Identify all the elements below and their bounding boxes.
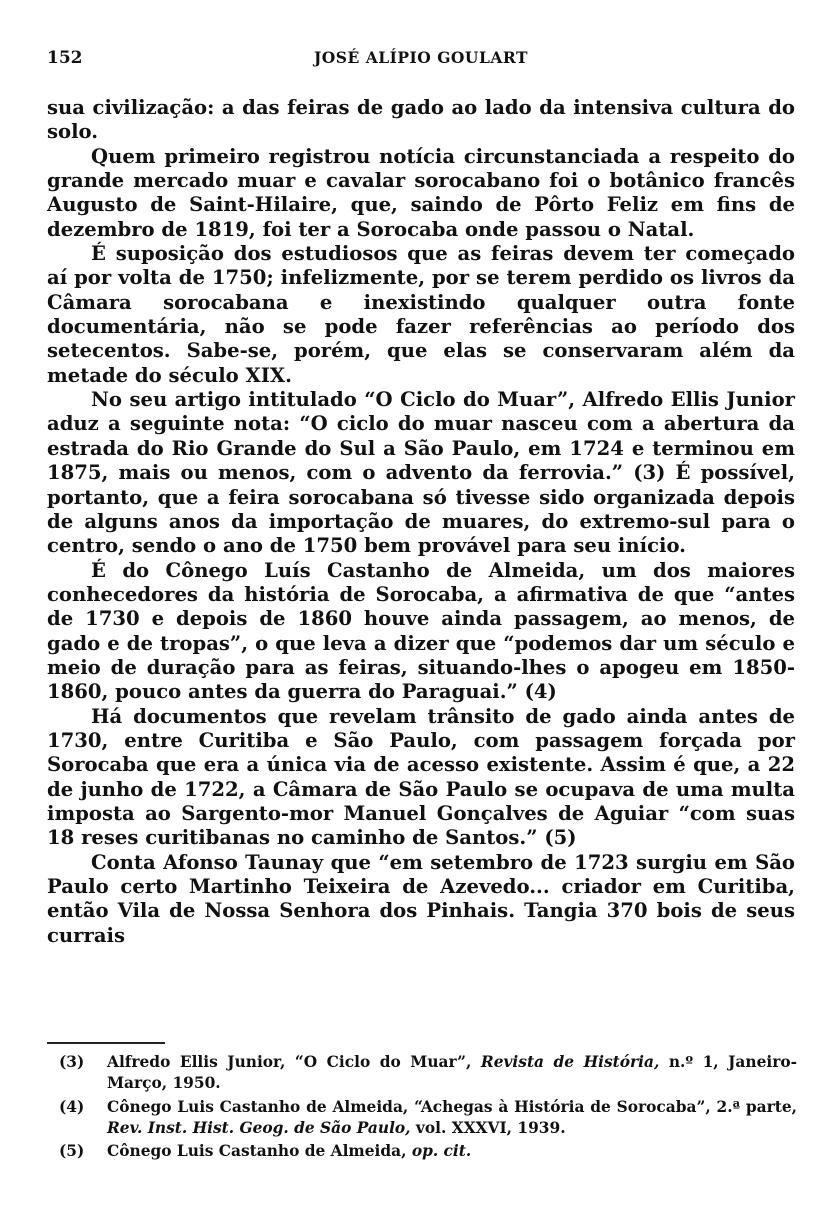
footnote <box>47 1052 797 1095</box>
paragraph: Há documentos que revelam trânsito de gado ainda antes de 1730, entre Curitiba e São Paulo, com passagem forçada por Sorocaba que era a única via de acesso existente. Assim é que, a 22 de junho de 1722, a Câmara de São Paulo se ocupava de uma multa imposta ao Sargento-mor Manuel Gonçalves de Aguiar “com suas 18 reses curitibanas no caminho de Santos.” (5) <box>47 704 795 850</box>
paragraph: É do Cônego Luís Castanho de Almeida, um dos maiores conhecedores da história de Sorocaba, a afirmativa de que “antes de 1730 e depois de 1860 houve ainda passagem, ao menos, de gado e de tropas”, o que leva a dizer que “podemos dar um século e meio de duração para as feiras, situando-lhes o apogeu em 1850-1860, pouco antes da guerra do Paraguai.” (4) <box>47 558 795 704</box>
footnote-number: (3) <box>59 1053 85 1071</box>
footnote-text: Cônego Luis Castanho de Almeida, “Achegas à História de Sorocaba”, 2.ª parte, <box>107 1097 797 1116</box>
paragraph: sua civilização: a das feiras de gado ao lado da intensiva cultura do solo. <box>47 96 795 144</box>
body-text <box>47 96 795 948</box>
running-title: JOSÉ ALÍPIO GOULART <box>313 48 529 67</box>
footnote-text: vol. XXXVI, 1939. <box>410 1118 566 1137</box>
footnote-divider <box>47 1042 165 1044</box>
footnote-title: Revista de História, <box>480 1053 660 1071</box>
paragraph: É suposição dos estudiosos que as feiras devem ter começado aí por volta de 1750; infelizmente, por se terem perdido os livros da Câmara sorocabana e inexistindo qualquer outra fonte documentária, não se pode fazer referências ao período dos setecentos. Sabe-se, porém, que elas se conservaram além da metade do século XIX. <box>47 242 795 387</box>
footnote-title: op. cit. <box>411 1142 472 1161</box>
footnote-number: (5) <box>59 1142 85 1161</box>
footnote-text: Alfredo Ellis Junior, “O Ciclo do Muar”, <box>107 1053 481 1071</box>
paragraph: Conta Afonso Taunay que “em setembro de 1723 surgiu em São Paulo certo Martinho Teixeira de Azevedo... criador em Curitiba, então Vila de Nossa Senhora dos Pinhais. Tangia 370 bois de seus currais <box>47 850 795 947</box>
footnote-title: Rev. Inst. Hist. Geog. de São Paulo, <box>107 1118 411 1137</box>
footnote <box>47 1141 797 1162</box>
paragraph: Quem primeiro registrou notícia circunstanciada a respeito do grande mercado muar e cavalar sorocabano foi o botânico francês Augusto de Saint-Hilaire, que, saindo de Pôrto Feliz em fins de dezembro de 1819, foi ter a Sorocaba onde passou o Natal. <box>47 144 795 241</box>
paragraph: No seu artigo intitulado “O Ciclo do Muar”, Alfredo Ellis Junior aduz a seguinte nota: “O ciclo do muar nasceu com a abertura da estrada do Rio Grande do Sul a São Paulo, em 1724 e terminou em 1875, mais ou menos, com o advento da ferrovia.” (3) É possível, portanto, que a feira sorocabana só tivesse sido organizada depois de alguns anos da importação de muares, do extremo-sul para o centro, sendo o ano de 1750 bem provável para seu início. <box>47 388 795 558</box>
footnote-text: n.º 1, Janeiro-Março, 1950. <box>107 1053 797 1093</box>
footnote-number: (4) <box>59 1097 85 1116</box>
page-number: 152 <box>47 48 83 68</box>
footnote-text: Cônego Luis Castanho de Almeida, <box>107 1142 412 1161</box>
running-head <box>47 48 795 78</box>
footnote <box>47 1097 797 1140</box>
footnotes <box>47 1052 797 1164</box>
